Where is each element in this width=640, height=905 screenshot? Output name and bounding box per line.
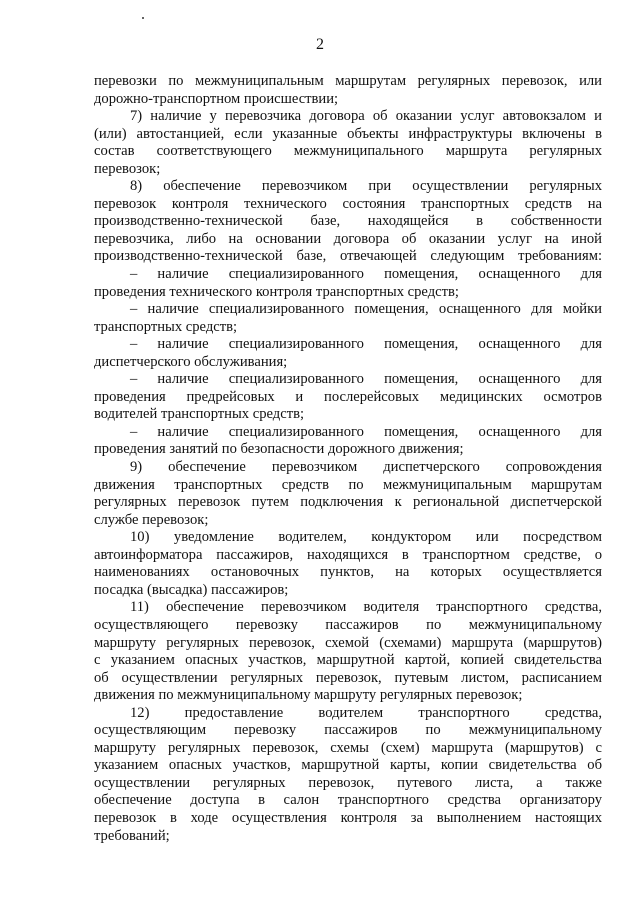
text-line: посадка (высадка) пассажиров;: [94, 581, 289, 598]
text-line: перевозки по межмуниципальным маршрутам регулярных перевозок, или: [94, 73, 602, 89]
text-line: автоинформатора пассажиров, находящихся в транспортном средстве, о: [94, 546, 602, 563]
text-line: водителей транспортных средств;: [94, 406, 305, 423]
text-line: с указанием опасных участков, маршрутной картой, копией свидетельства: [94, 652, 602, 669]
text-line: дорожно-транспортном происшествии;: [94, 90, 339, 107]
text-line: регулярных перевозок путем подключения к региональной диспетчерской: [94, 494, 602, 511]
text-line: проведения предрейсовых и послерейсовых медицинских осмотров: [94, 388, 602, 405]
text-line: – наличие специализированного помещения, оснащенного для: [130, 266, 602, 283]
text-line: – наличие специализированного помещения, оснащенного для: [130, 371, 602, 388]
text-line: транспортных средств;: [94, 318, 238, 335]
text-line: 7) наличие у перевозчика договора об оказании услуг автовокзалом и: [130, 108, 602, 125]
text-line: осуществляющим перевозку пассажиров по межмуниципальному: [94, 722, 602, 739]
text-line: 12) предоставление водителем транспортного средства,: [130, 704, 602, 721]
text-line: проведения технического контроля транспортных средств;: [94, 283, 459, 300]
text-line: об осуществлении регулярных перевозок, путевым листом, расписанием: [94, 669, 602, 686]
text-line: перевозок контроля технического состояния транспортных средств на: [94, 195, 602, 212]
text-line: – наличие специализированного помещения, оснащенного для мойки: [130, 301, 602, 318]
text-line: перевозок;: [94, 160, 161, 177]
document-body: [94, 73, 602, 845]
text-line: 8) обеспечение перевозчиком при осуществлении регулярных: [130, 178, 602, 195]
text-line: – наличие специализированного помещения, оснащенного для: [130, 423, 602, 440]
text-line: производственно-технической базе, отвечающей следующим требованиям:: [94, 248, 602, 265]
text-line: службе перевозок;: [94, 511, 209, 528]
text-line: осуществляющего перевозку пассажиров по межмуниципальному: [94, 616, 602, 633]
text-line: осуществлении регулярных перевозок, путевого листа, а также: [94, 774, 602, 791]
text-line: 11) обеспечение перевозчиком водителя транспортного средства,: [130, 599, 602, 616]
page-number: 2: [316, 36, 324, 53]
text-line: наименованиях остановочных пунктов, на которых осуществляется: [94, 564, 602, 581]
text-line: маршруту регулярных перевозок, схемы (схем) маршрута (маршрутов) с: [94, 739, 602, 756]
text-line: проведения занятий по безопасности дорожного движения;: [94, 441, 464, 458]
text-line: (или) автостанцией, если указанные объекты инфраструктуры включены в: [94, 125, 602, 142]
text-line: движения транспортных средств по межмуниципальным маршрутам: [94, 476, 602, 493]
text-line: 10) уведомление водителем, кондуктором или посредством: [130, 529, 602, 546]
text-line: движения по межмуниципальному маршруту регулярных перевозок;: [94, 687, 523, 704]
text-line: – наличие специализированного помещения, оснащенного для: [130, 336, 602, 353]
text-line: производственно-технической базе, находящейся в собственности: [94, 213, 602, 230]
text-line: указанием опасных участков, маршрутной карты, копии свидетельства об: [94, 757, 602, 774]
text-line: 9) обеспечение перевозчиком диспетчерского сопровождения: [130, 459, 602, 476]
text-line: перевозчика, либо на основании договора об оказании услуг на иной: [94, 230, 602, 247]
text-line: маршруту регулярных перевозок, схемой (схемами) маршрута (маршрутов): [94, 634, 602, 651]
text-line: перевозок в ходе осуществления контроля за выполнением настоящих: [94, 809, 602, 826]
text-line: обеспечение доступа в салон транспортного средства организатору: [94, 792, 602, 809]
scan-speck: [142, 17, 144, 19]
text-line: состав соответствующего межмуниципального маршрута регулярных: [94, 143, 602, 160]
text-line: требований;: [94, 827, 170, 844]
text-line: диспетчерского обслуживания;: [94, 353, 288, 370]
